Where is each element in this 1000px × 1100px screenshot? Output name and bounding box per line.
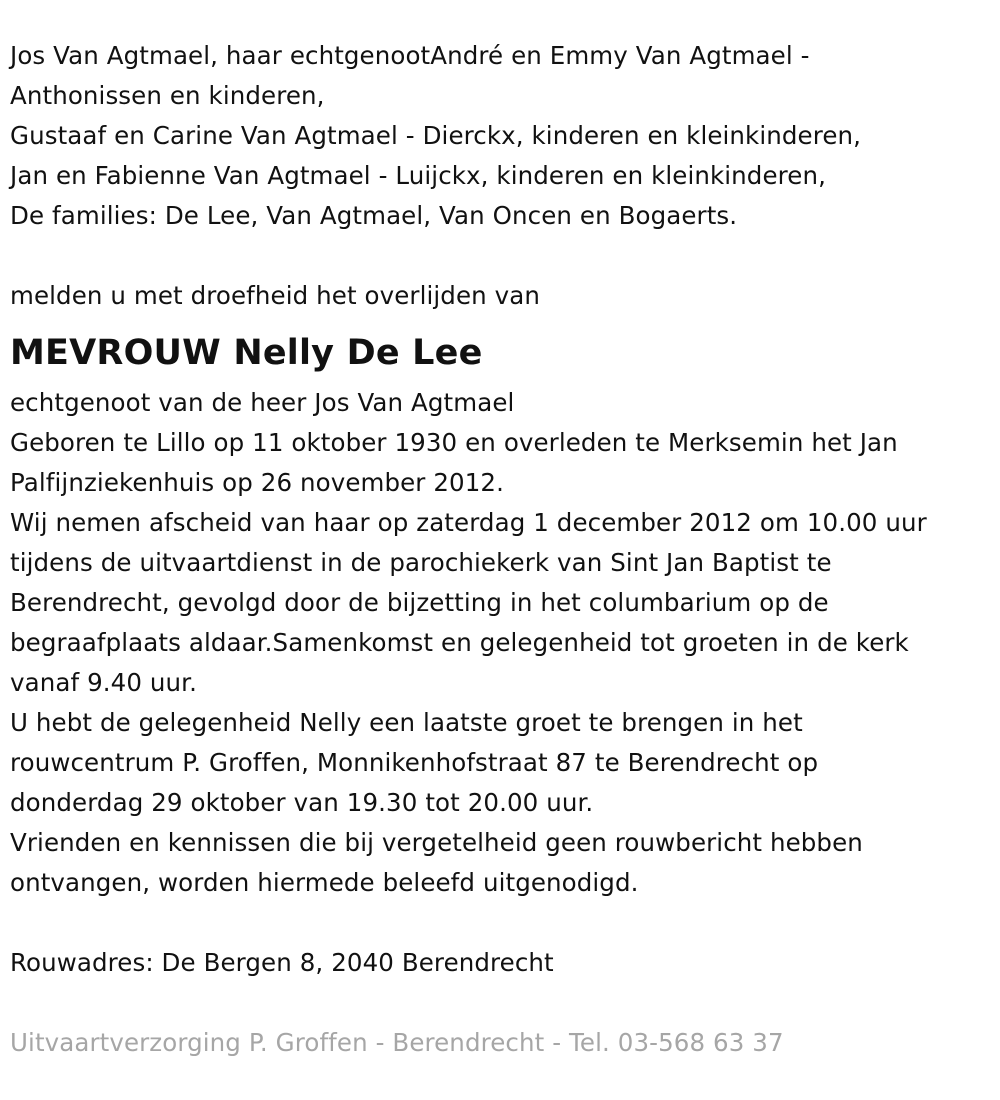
details-block (10, 383, 995, 903)
detail-line: Wij nemen afscheid van haar op zaterdag 1 december 2012 om 10.00 uur (10, 508, 927, 537)
obituary-notice (10, 36, 995, 1063)
detail-line: rouwcentrum P. Groffen, Monnikenhofstraat 87 te Berendrecht op (10, 748, 819, 777)
detail-line: Geboren te Lillo op 11 oktober 1930 en overleden te Merksemin het Jan (10, 428, 898, 457)
detail-line: ontvangen, worden hiermede beleefd uitgenodigd. (10, 868, 639, 897)
detail-line: Palfijnziekenhuis op 26 november 2012. (10, 468, 505, 497)
family-line: Anthonissen en kinderen, (10, 81, 325, 110)
detail-line: echtgenoot van de heer Jos Van Agtmael (10, 388, 515, 417)
deceased-name: MEVROUW Nelly De Lee (10, 333, 483, 373)
family-list (10, 36, 995, 236)
detail-line: donderdag 29 oktober van 19.30 tot 20.00 uur. (10, 788, 594, 817)
spacer (10, 983, 995, 1023)
announcement-text: melden u met droefheid het overlijden van (10, 281, 540, 310)
family-line: Gustaaf en Carine Van Agtmael - Dierckx, kinderen en kleinkinderen, (10, 121, 862, 150)
detail-line: tijdens de uitvaartdienst in de parochiekerk van Sint Jan Baptist te (10, 548, 832, 577)
spacer (10, 903, 995, 943)
detail-line: Berendrecht, gevolgd door de bijzetting in het columbarium op de (10, 588, 829, 617)
mourning-address: Rouwadres: De Bergen 8, 2040 Berendrecht (10, 948, 554, 977)
family-line: Jos Van Agtmael, haar echtgenootAndré en Emmy Van Agtmael - (10, 41, 810, 70)
family-line: De families: De Lee, Van Agtmael, Van Oncen en Bogaerts. (10, 201, 738, 230)
detail-line: vanaf 9.40 uur. (10, 668, 197, 697)
detail-line: Vrienden en kennissen die bij vergetelheid geen rouwbericht hebben (10, 828, 863, 857)
spacer (10, 236, 995, 276)
detail-line: U hebt de gelegenheid Nelly een laatste groet te brengen in het (10, 708, 803, 737)
funeral-home-footer: Uitvaartverzorging P. Groffen - Berendrecht - Tel. 03-568 63 37 (10, 1028, 784, 1057)
detail-line: begraafplaats aldaar.Samenkomst en gelegenheid tot groeten in de kerk (10, 628, 909, 657)
family-line: Jan en Fabienne Van Agtmael - Luijckx, kinderen en kleinkinderen, (10, 161, 826, 190)
